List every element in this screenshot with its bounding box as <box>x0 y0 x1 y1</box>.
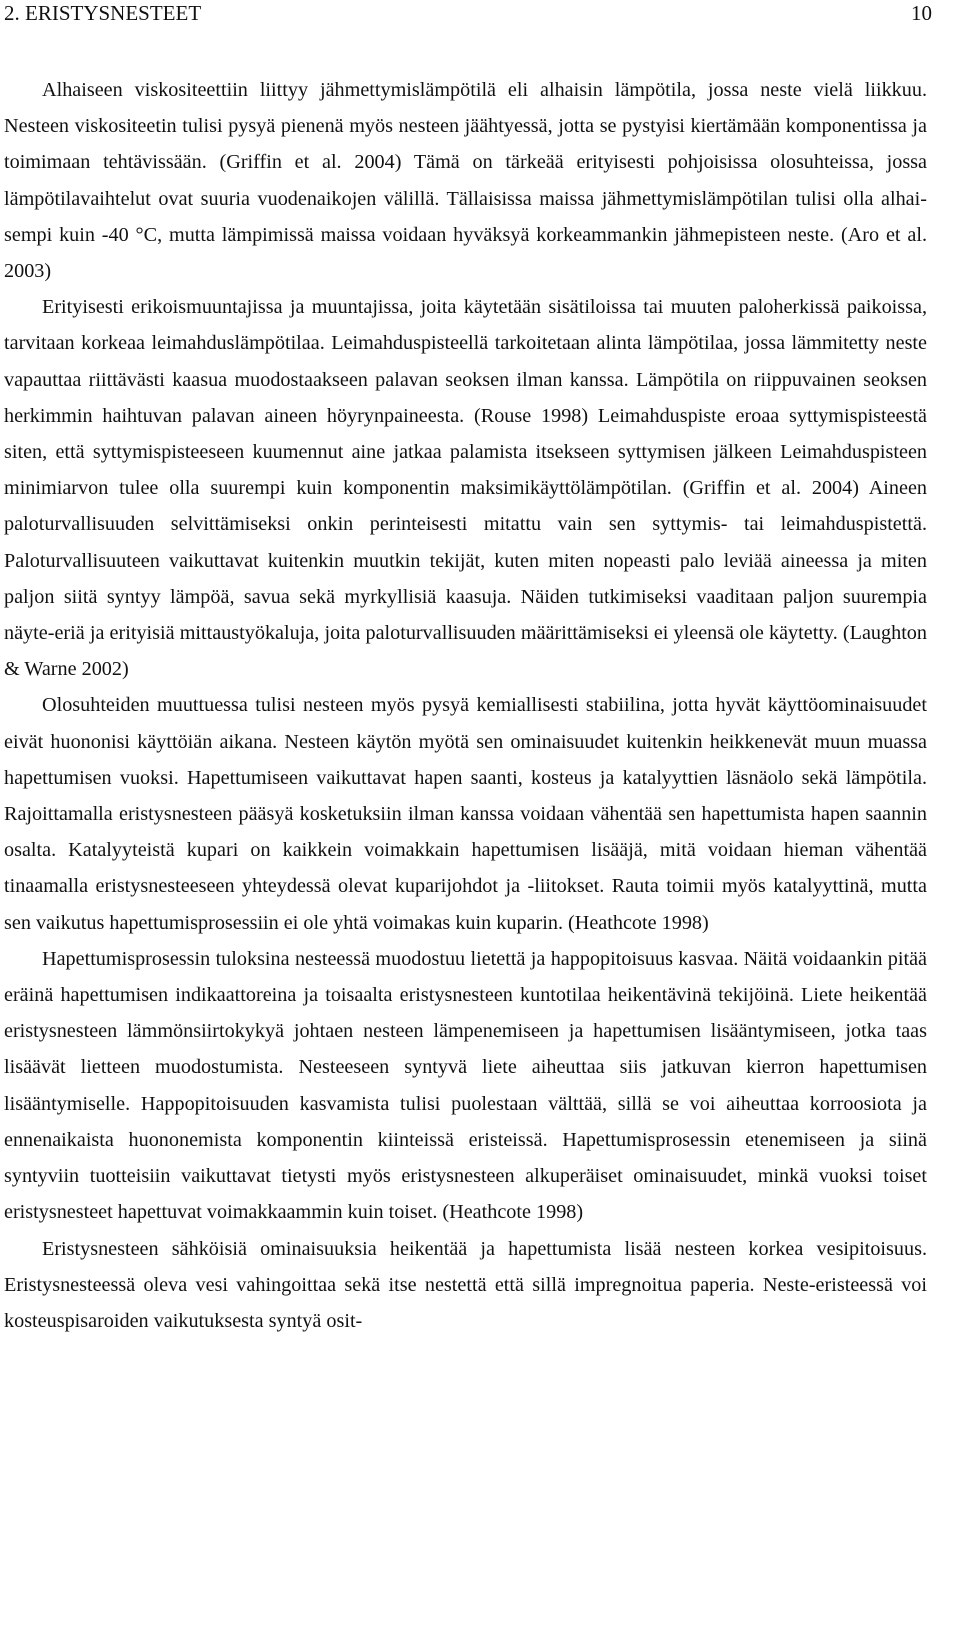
paragraph-oxidation-products: Hapettumisprosessin tuloksina nesteessä muodostuu lietettä ja happopitoisuus kasvaa. Näitä voidaankin pitää eräinä hapettumisen indikaattoreina ja toisaalta eristysnesteen kuntotilaa heikentävinä tekijöinä. Liete heikentää eristysnesteen lämmönsiirtokykyä johtaen nesteen lämpenemiseen ja hapettumisen lisääntymiseen, jotka taas lisäävät lietteen muodostumista. Nesteeseen syntyvä liete aiheuttaa siis jatkuvan kierron hapettumisen lisääntymiselle. Happopitoisuuden kasvamista tulisi puolestaan välttää, sillä se voi aiheuttaa korroosiota ja ennenaikaista huononemista komponentin kiinteissä eristeissä. Hapettumisprosessin etenemiseen ja siinä syntyviin tuotteisiin vaikuttavat tietysti myös eristysnesteen alkuperäiset ominaisuudet, minkä vuoksi toiset eristysnesteet hapettuvat voimakkaammin kuin toiset. (Heathcote 1998) <box>4 947 927 1224</box>
page-number: 10 <box>911 1 932 25</box>
paragraph-flash-point: Erityisesti erikoismuuntajissa ja muuntajissa, joita käytetään sisätiloissa tai muuten paloherkissä paikoissa, tarvitaan korkeaa leimahduslämpötilaa. Leimahduspisteellä tarkoitetaan alinta lämpötilaa, jossa lämmitetty neste vapauttaa riittävästi kaasua muodostaakseen palavan seoksen ilman kanssa. Lämpötila on riippuvainen seoksen herkimmin haihtuvan palavan aineen höyrynpaineesta. (Rouse 1998) Leimahduspiste eroaa syttymispisteestä siten, että syttymispisteeseen kuumennut aine jatkaa palamista itsekseen syttymisen jälkeen Leimahduspisteen minimiarvon tulee olla suurempi kuin komponentin maksimikäyttölämpötilan. (Griffin et al. 2004) Aineen paloturvallisuuden selvittämiseksi onkin perinteisesti mitattu vain sen syttymis- tai leimahduspistettä. Paloturvallisuuteen vaikuttavat kuitenkin muutkin tekijät, kuten miten nopeasti palo leviää aineessa ja miten paljon siitä syntyy lämpöä, savua sekä myrkyllisiä kaasuja. Näiden tutkimiseksi vaaditaan paljon suurempia näyte-eriä ja erityisiä mittaustyökaluja, joita paloturvallisuuden määrittämiseksi ei yleensä ole käytetty. (Laughton & Warne 2002) <box>4 296 927 681</box>
document-body <box>4 72 927 1339</box>
chapter-title: 2. ERISTYSNESTEET <box>4 1 202 25</box>
paragraph-oxidation-stability: Olosuhteiden muuttuessa tulisi nesteen myös pysyä kemiallisesti stabiilina, jotta hyvät käyttöominaisuudet eivät huononisi käyttöiän aikana. Nesteen käytön myötä sen ominaisuudet kuitenkin heikkenevät muun muassa hapettumisen vuoksi. Hapettumiseen vaikuttavat hapen saanti, kosteus ja katalyyttien läsnäolo sekä lämpötila. Rajoittamalla eristysnesteen pääsyä kosketuksiin ilman kanssa voidaan vähentää sen hapettumista hapen saannin osalta. Katalyyteistä kupari on kaikkein voimakkain hapettumisen lisääjä, mitä voidaan hieman vähentää tinaamalla eristysnesteeseen yhteydessä olevat kuparijohdot ja -liitokset. Rauta toimii myös katalyyttinä, mutta sen vaikutus hapettumisprosessiin ei ole yhtä voimakas kuin kuparin. (Heathcote 1998) <box>4 694 927 934</box>
paragraph-pour-point: Alhaiseen viskositeettiin liittyy jähmettymislämpötilä eli alhaisin lämpötila, jossa neste vielä liikkuu. Nesteen viskositeetin tulisi pysyä pienenä myös nesteen jäähtyessä, jotta se pystyisi kiertämään komponentissa ja toimimaan tehtävissään. (Griffin et al. 2004) Tämä on tärkeää erityisesti pohjoisissa olosuhteissa, jossa lämpötilavaihtelut ovat suuria vuodenaikojen välillä. Tällaisissa maissa jähmettymislämpötilan tulisi olla alhaisempi kuin -40 °C, mutta lämpimissä maissa voidaan hyväksyä korkeammankin jähmepisteen neste. (Aro et al. 2003) <box>4 79 927 283</box>
paragraph-water-content: Eristysnesteen sähköisiä ominaisuuksia heikentää ja hapettumista lisää nesteen korkea vesipitoisuus. Eristysnesteessä oleva vesi vahingoittaa sekä itse nestettä että sillä impregnoitua paperia. Neste-eristeessä voi kosteuspisaroiden vaikutuksesta syntyä osit- <box>4 1237 927 1332</box>
page-header <box>4 0 932 30</box>
